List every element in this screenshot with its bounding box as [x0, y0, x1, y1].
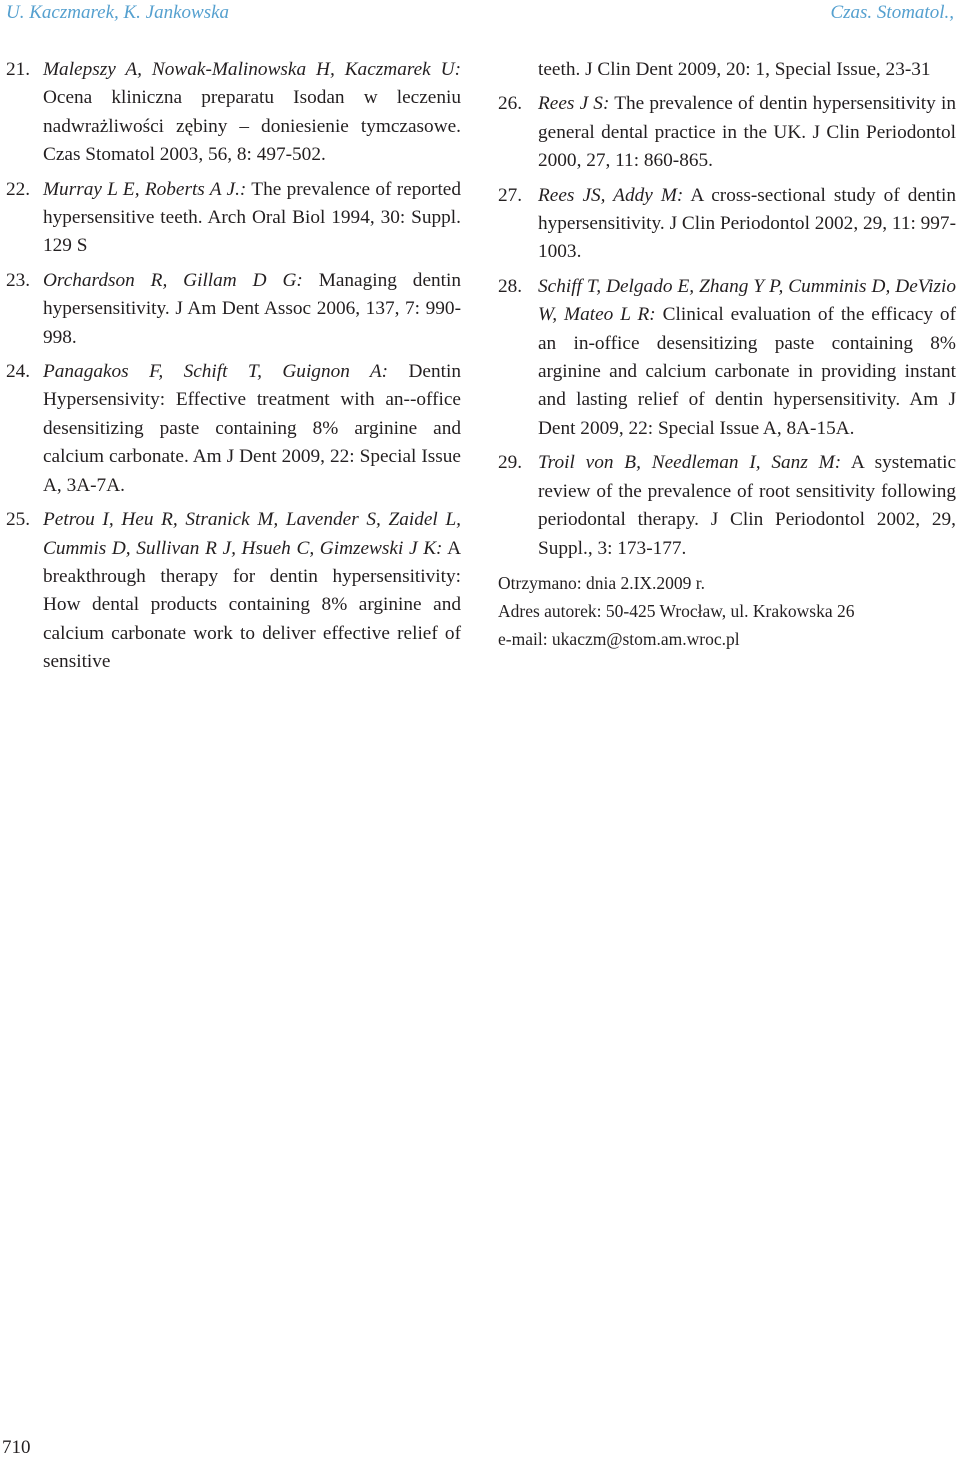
reference-text: Clinical evaluation of the efficacy of an in-office desensitizing paste containing 8% arginine and calcium carbonate in providing instant and lasting relief of dentin hypersensitivity. Am J Dent 2009, 22: Special Issue A, 8A-15A.	[538, 304, 956, 439]
left-column	[6, 56, 461, 683]
reference-text: A breakthrough therapy for dentin hypersensitivity: How dental products containing 8% arginine and calcium carbonate work to deliver effective relief of sensitive	[43, 537, 461, 673]
reference-number: 22.	[6, 178, 31, 200]
reference-item	[6, 358, 461, 500]
reference-number: 27.	[498, 184, 523, 206]
reference-number: 26.	[498, 93, 523, 115]
reference-text: A cross-sectional study of dentin hypersensitivity. J Clin Periodontol 2002, 29, 11: 997-1003.	[538, 184, 956, 263]
reference-item	[6, 267, 461, 352]
article-footer-notes	[498, 571, 956, 652]
reference-item	[6, 176, 461, 261]
reference-number: 24.	[6, 361, 31, 383]
reference-text: A systematic review of the prevalence of root sensitivity following periodontal therapy. J Clin Periodontol 2002, 29, Suppl., 3: 173-177.	[538, 452, 956, 559]
reference-number: 25.	[6, 509, 31, 531]
reference-authors: Troil von B, Needleman I, Sanz M:	[538, 452, 842, 474]
reference-item	[498, 273, 956, 443]
reference-item	[6, 56, 461, 170]
reference-authors: Rees J S:	[538, 93, 610, 115]
reference-number: 21.	[6, 59, 31, 80]
reference-authors: Malepszy A, Nowak-Malinowska H, Kaczmarek U:	[43, 59, 461, 80]
reference-number: 23.	[6, 269, 31, 291]
header-authors: U. Kaczmarek, K. Jankowska	[6, 2, 230, 23]
reference-text: The prevalence of reported hypersensitive teeth. Arch Oral Biol 1994, 30: Suppl. 129 S	[43, 178, 462, 257]
page-number: 710	[2, 1437, 31, 1458]
reference-authors: Rees JS, Addy M:	[538, 184, 684, 206]
reference-authors: Petrou I, Heu R, Stranick M, Lavender S, Zaidel L, Cummis D, Sullivan R J, Hsueh C, Gimzewski J K:	[43, 509, 461, 559]
reference-item	[498, 182, 956, 267]
author-address: Adres autorek: 50-425 Wrocław, ul. Krakowska 26	[498, 600, 855, 621]
reference-item	[6, 506, 461, 676]
reference-authors: Orchardson R, Gillam D G:	[43, 269, 303, 291]
reference-text: Ocena kliniczna preparatu Isodan w leczeniu nadwrażliwości zębiny – doniesienie tymczasowe. Czas Stomatol 2003, 56, 8: 497-502.	[43, 87, 461, 166]
received-date: Otrzymano: dnia 2.IX.2009 r.	[498, 572, 706, 593]
reference-text: Dentin Hypersensivity: Effective treatment with an--office desensitizing paste containing 8% arginine and calcium carbonate. Am J Dent 2009, 22: Special Issue A, 3A-7A.	[43, 361, 461, 496]
reference-number: 29.	[498, 452, 523, 474]
reference-continuation-text: teeth. J Clin Dent 2009, 20: 1, Special Issue, 23-31	[538, 59, 931, 80]
reference-text: The prevalence of dentin hypersensitivity in general dental practice in the UK. J Clin Periodontol 2000, 27, 11: 860-865.	[538, 93, 956, 172]
header-journal: Czas. Stomatol.,	[830, 2, 954, 23]
reference-item	[498, 90, 956, 175]
reference-authors: Panagakos F, Schift T, Guignon A:	[43, 361, 389, 383]
reference-authors: Murray L E, Roberts A J.:	[43, 178, 247, 200]
reference-continuation	[498, 56, 956, 84]
reference-authors: Schiff T, Delgado E, Zhang Y P, Cumminis D, DeVizio W, Mateo L R:	[538, 275, 956, 326]
running-header	[6, 0, 954, 26]
reference-item	[498, 449, 956, 563]
reference-text: Managing dentin hypersensitivity. J Am Dent Assoc 2006, 137, 7: 990-998.	[43, 269, 461, 348]
reference-number: 28.	[498, 275, 523, 297]
right-column	[498, 56, 956, 655]
author-email: e-mail: ukaczm@stom.am.wroc.pl	[498, 628, 740, 649]
